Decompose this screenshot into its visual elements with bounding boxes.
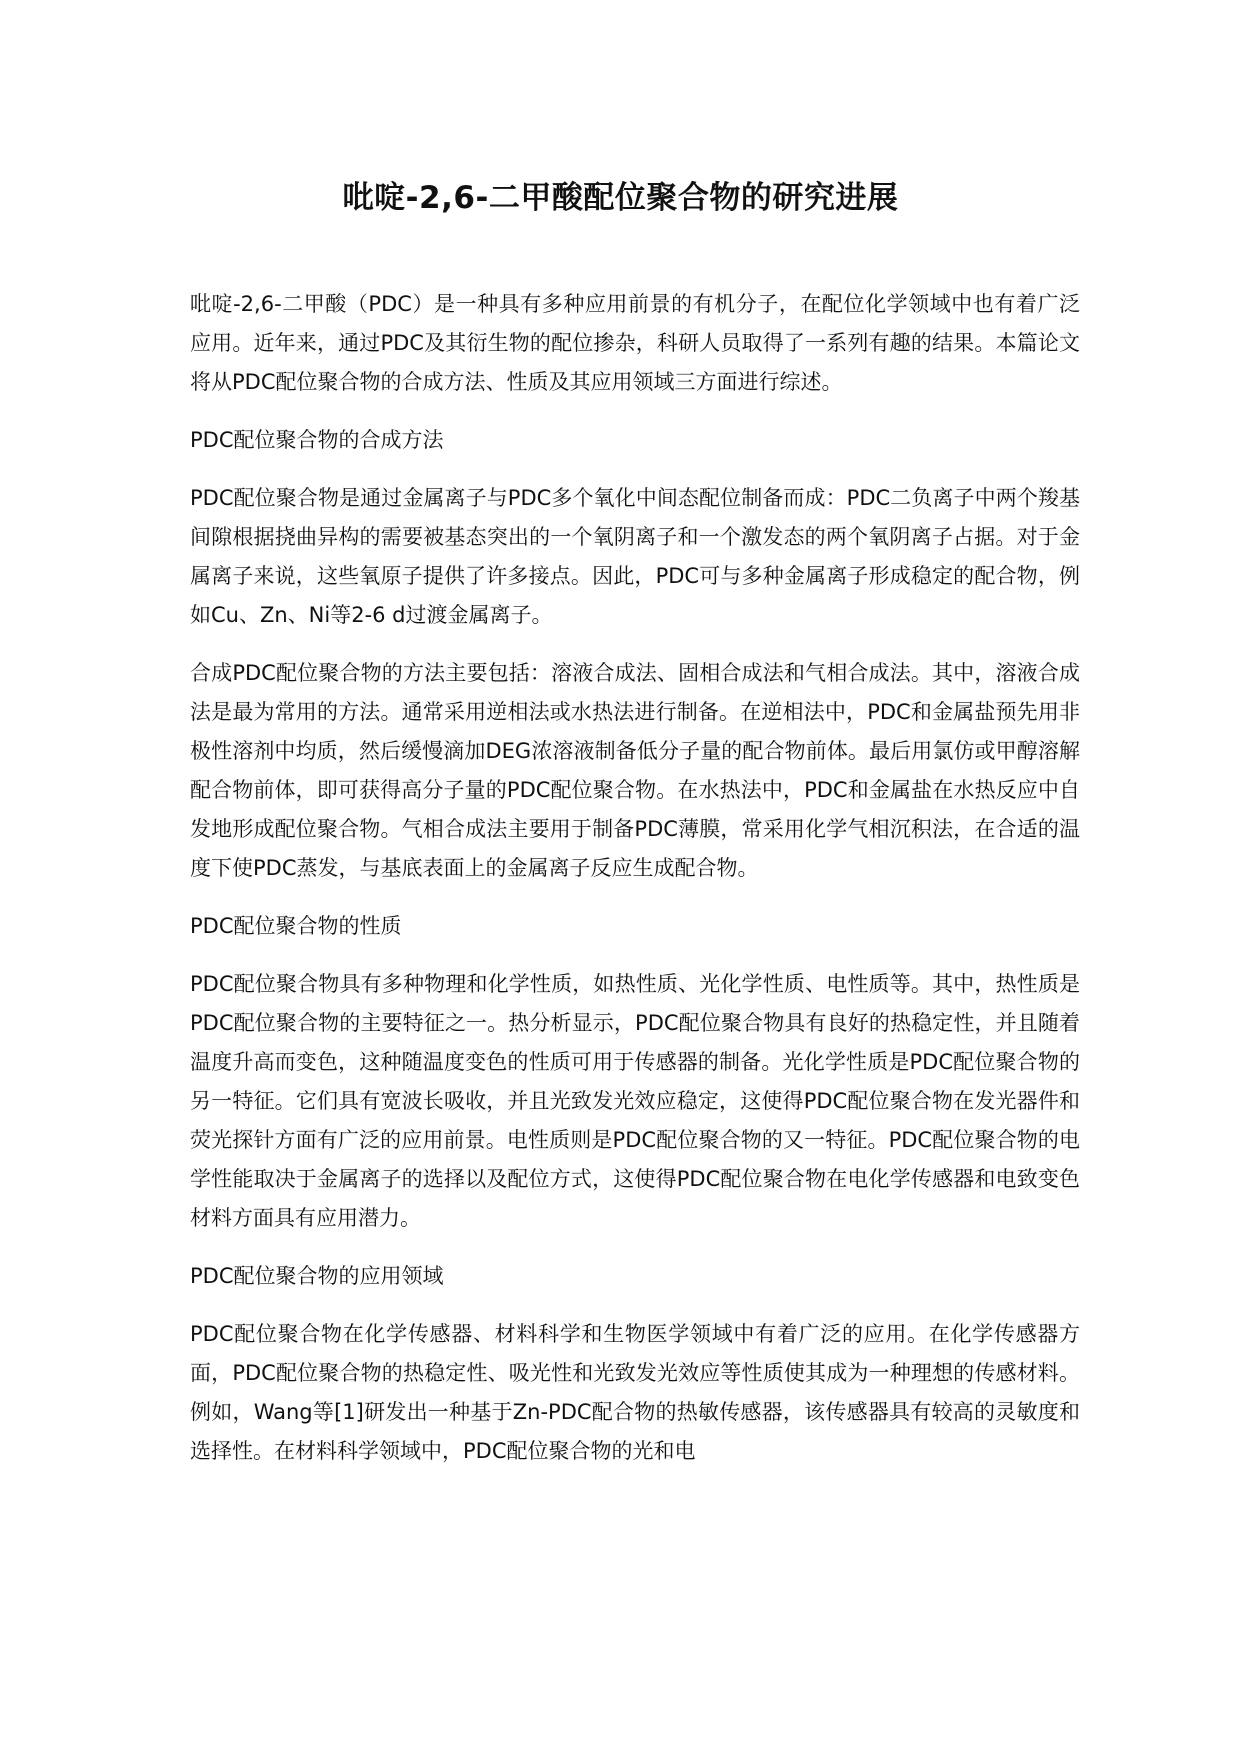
properties-paragraph-1: PDC配位聚合物具有多种物理和化学性质，如热性质、光化学性质、电性质等。其中，热性质是PDC配位聚合物的主要特征之一。热分析显示，PDC配位聚合物具有良好的热稳定性，并且随着温度升高而变色，这种随温度变色的性质可用于传感器的制备。光化学性质是PDC配位聚合物的另一特征。它们具有宽波长吸收，并且光致发光效应稳定，这使得PDC配位聚合物在发光器件和荧光探针方面有广泛的应用前景。电性质则是PDC配位聚合物的又一特征。PDC配位聚合物的电学性能取决于金属离子的选择以及配位方式，这使得PDC配位聚合物在电化学传感器和电致变色材料方面具有应用潜力。 bbox=[190, 972, 1080, 1230]
document-title: 吡啶-2,6-二甲酸配位聚合物的研究进展 bbox=[342, 180, 899, 216]
document-body bbox=[190, 285, 1080, 1490]
intro-paragraph: 吡啶-2,6-二甲酸（PDC）是一种具有多种应用前景的有机分子，在配位化学领域中也有着广泛应用。近年来，通过PDC及其衍生物的配位掺杂，科研人员取得了一系列有趣的结果。本篇论文将从PDC配位聚合物的合成方法、性质及其应用领域三方面进行综述。 bbox=[190, 292, 1080, 394]
section-heading-applications: PDC配位聚合物的应用领域 bbox=[190, 1264, 444, 1288]
synthesis-paragraph-2: 合成PDC配位聚合物的方法主要包括：溶液合成法、固相合成法和气相合成法。其中，溶液合成法是最为常用的方法。通常采用逆相法或水热法进行制备。在逆相法中，PDC和金属盐预先用非极性溶剂中均质，然后缓慢滴加DEG浓溶液制备低分子量的配合物前体。最后用氯仿或甲醇溶解配合物前体，即可获得高分子量的PDC配位聚合物。在水热法中，PDC和金属盐在水热反应中自发地形成配位聚合物。气相合成法主要用于制备PDC薄膜，常采用化学气相沉积法，在合适的温度下使PDC蒸发，与基底表面上的金属离子反应生成配合物。 bbox=[190, 661, 1080, 880]
applications-paragraph-1: PDC配位聚合物在化学传感器、材料科学和生物医学领域中有着广泛的应用。在化学传感器方面，PDC配位聚合物的热稳定性、吸光性和光致发光效应等性质使其成为一种理想的传感材料。例如，Wang等[1]研发出一种基于Zn-PDC配合物的热敏传感器，该传感器具有较高的灵敏度和选择性。在材料科学领域中，PDC配位聚合物的光和电 bbox=[190, 1322, 1080, 1463]
section-heading-properties: PDC配位聚合物的性质 bbox=[190, 914, 402, 938]
section-heading-synthesis: PDC配位聚合物的合成方法 bbox=[190, 428, 444, 452]
synthesis-paragraph-1: PDC配位聚合物是通过金属离子与PDC多个氧化中间态配位制备而成：PDC二负离子中两个羧基间隙根据挠曲异构的需要被基态突出的一个氧阴离子和一个激发态的两个氧阴离子占据。对于金属离子来说，这些氧原子提供了许多接点。因此，PDC可与多种金属离子形成稳定的配合物，例如Cu、Zn、Ni等2-6 d过渡金属离子。 bbox=[190, 486, 1080, 627]
